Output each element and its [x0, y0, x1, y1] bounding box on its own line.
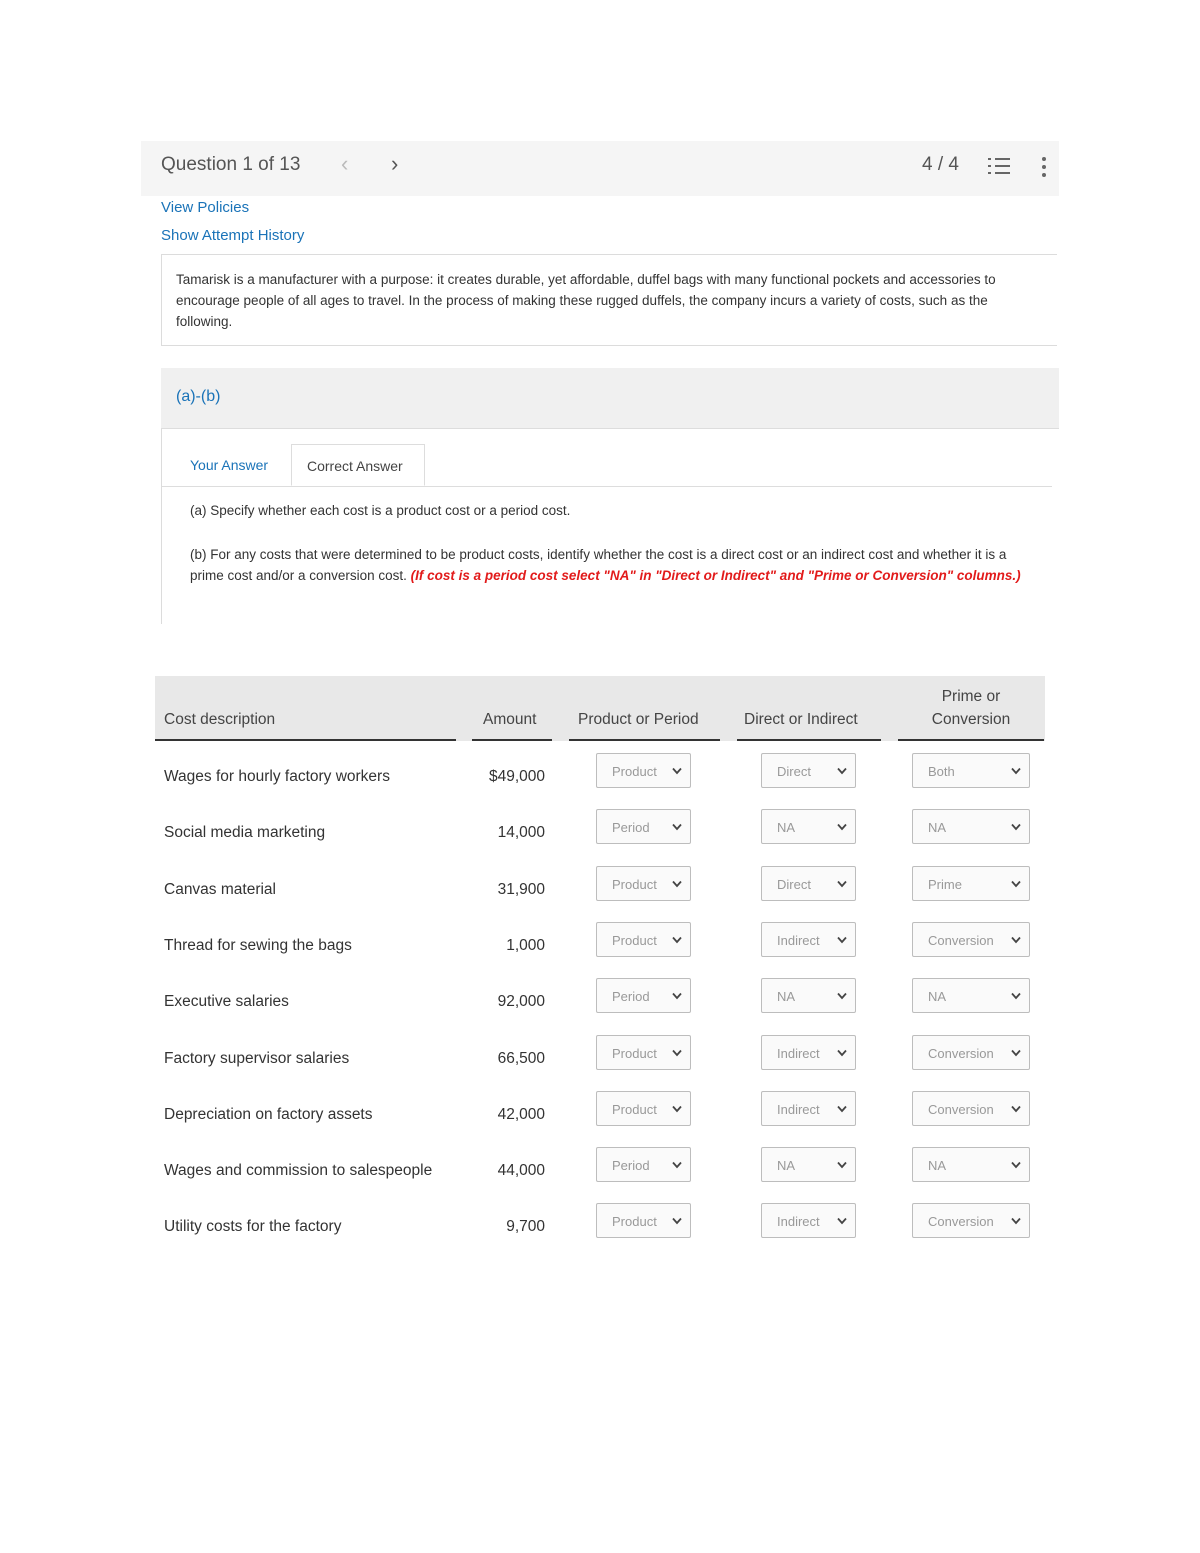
chevron-down-icon [1011, 823, 1021, 831]
header-product-or-period: Product or Period [578, 711, 699, 728]
table-row [155, 974, 1045, 1030]
direct-or-indirect-select[interactable] [761, 1203, 856, 1238]
chevron-down-icon [672, 1105, 682, 1113]
question-header-bar [141, 141, 1059, 196]
selected-value: Conversion [928, 1045, 994, 1061]
amount-cell: 44,000 [497, 1162, 545, 1180]
next-question-icon[interactable]: › [391, 151, 399, 176]
numbered-list-icon[interactable] [988, 156, 1010, 176]
direct-or-indirect-select[interactable] [761, 1035, 856, 1070]
direct-or-indirect-select[interactable] [761, 922, 856, 957]
chevron-down-icon [1011, 1049, 1021, 1057]
selected-value: Period [612, 1158, 650, 1174]
selected-value: Product [612, 1101, 657, 1117]
table-row [155, 805, 1045, 861]
header-underline [472, 739, 552, 741]
selected-value: Product [612, 1045, 657, 1061]
question-counter: Question 1 of 13 [161, 154, 301, 175]
table-row [155, 862, 1045, 918]
amount-cell: 31,900 [497, 880, 545, 898]
prime-or-conversion-select[interactable] [912, 809, 1030, 844]
chevron-down-icon [837, 1105, 847, 1113]
selected-value: Product [612, 764, 657, 779]
chevron-down-icon [1011, 1161, 1021, 1169]
chevron-down-icon [837, 767, 847, 775]
cost-description-cell: Depreciation on factory assets [164, 1105, 373, 1123]
header-prime-or-conversion-line1: Prime or [941, 688, 1001, 705]
chevron-down-icon [672, 1049, 682, 1057]
score-display: 4 / 4 [922, 154, 959, 175]
prime-or-conversion-select[interactable] [912, 978, 1030, 1013]
amount-cell: 1,000 [506, 936, 545, 954]
selected-value: Period [612, 989, 650, 1005]
cost-description-cell: Canvas material [164, 880, 276, 898]
chevron-down-icon [837, 880, 847, 888]
cost-description-cell: Social media marketing [164, 824, 326, 842]
instruction-b [190, 544, 1030, 586]
table-row [155, 918, 1045, 974]
direct-or-indirect-select[interactable] [761, 753, 856, 788]
chevron-down-icon [1011, 1105, 1021, 1113]
amount-cell: 42,000 [497, 1105, 545, 1123]
product-or-period-select[interactable] [596, 978, 691, 1013]
chevron-down-icon [837, 1217, 847, 1225]
cost-description-cell: Utility costs for the factory [164, 1218, 342, 1236]
part-body [161, 429, 1059, 624]
selected-value: Product [612, 1214, 657, 1230]
part-header [161, 368, 1059, 429]
amount-cell: 14,000 [497, 824, 545, 842]
part-label: (a)-(b) [176, 388, 221, 405]
selected-value: Conversion [928, 932, 994, 948]
chevron-down-icon [1011, 992, 1021, 1000]
direct-or-indirect-select[interactable] [761, 866, 856, 901]
selected-value: NA [777, 820, 796, 836]
selected-value: Direct [777, 876, 811, 892]
amount-cell: $49,000 [488, 768, 545, 785]
amount-cell: 66,500 [497, 1049, 545, 1067]
chevron-down-icon [672, 992, 682, 1000]
cost-description-cell: Factory supervisor salaries [164, 1049, 350, 1067]
selected-value: NA [928, 820, 947, 836]
chevron-down-icon [837, 823, 847, 831]
question-panel [141, 141, 1059, 624]
selected-value: NA [777, 989, 796, 1005]
selected-value: Direct [777, 764, 811, 779]
selected-value: Both [928, 764, 955, 779]
direct-or-indirect-select[interactable] [761, 978, 856, 1013]
prime-or-conversion-select[interactable] [912, 1203, 1030, 1238]
selected-value: Conversion [928, 1101, 994, 1117]
selected-value: Indirect [777, 1045, 820, 1061]
instruction-a: (a) Specify whether each cost is a product cost or a period cost. [190, 503, 571, 518]
header-cost-description: Cost description [164, 711, 276, 728]
chevron-down-icon [672, 823, 682, 831]
header-underline [155, 739, 456, 741]
selected-value: Indirect [777, 932, 820, 948]
selected-value: NA [928, 1158, 947, 1174]
table-row [155, 749, 1045, 805]
chevron-down-icon [837, 936, 847, 944]
answer-tabs [162, 444, 1052, 487]
chevron-down-icon [672, 1217, 682, 1225]
tab-correct-answer[interactable]: Correct Answer [291, 444, 425, 486]
direct-or-indirect-select[interactable] [761, 1147, 856, 1182]
direct-or-indirect-select[interactable] [761, 1091, 856, 1126]
prime-or-conversion-select[interactable] [912, 753, 1030, 788]
previous-question-icon[interactable]: ‹ [341, 151, 349, 176]
selected-value: Prime [928, 876, 962, 892]
header-prime-or-conversion-line2: Conversion [931, 711, 1011, 728]
chevron-down-icon [1011, 880, 1021, 888]
chevron-down-icon [1011, 1217, 1021, 1225]
table-row [155, 1031, 1045, 1087]
instruction-b-note: (If cost is a period cost select "NA" in "Direct or Indirect" and "Prime or Conversion" columns.) [410, 568, 1021, 583]
chevron-down-icon [672, 936, 682, 944]
chevron-down-icon [672, 880, 682, 888]
header-underline [737, 739, 881, 741]
table-row [155, 1087, 1045, 1143]
prime-or-conversion-select[interactable] [912, 922, 1030, 957]
header-direct-or-indirect: Direct or Indirect [744, 711, 858, 728]
prime-or-conversion-select[interactable] [912, 866, 1030, 901]
table-row [155, 1199, 1045, 1255]
header-underline [569, 739, 720, 741]
prime-or-conversion-select[interactable] [912, 1147, 1030, 1182]
cost-description-cell: Thread for sewing the bags [164, 936, 352, 954]
selected-value: Conversion [928, 1214, 994, 1230]
cost-description-cell: Executive salaries [164, 993, 289, 1011]
chevron-down-icon [837, 1161, 847, 1169]
table-row [155, 1143, 1045, 1199]
chevron-down-icon [1011, 936, 1021, 944]
selected-value: NA [928, 989, 947, 1005]
direct-or-indirect-select[interactable] [761, 809, 856, 844]
prime-or-conversion-select[interactable] [912, 1035, 1030, 1070]
selected-value: Product [612, 932, 657, 948]
selected-value: Period [612, 820, 650, 836]
product-or-period-select[interactable] [596, 1091, 691, 1126]
cost-description-cell: Wages for hourly factory workers [164, 768, 390, 785]
cost-description-cell: Wages and commission to salespeople [164, 1162, 433, 1180]
amount-cell: 9,700 [506, 1218, 545, 1236]
chevron-down-icon [837, 992, 847, 1000]
instruction-b-text: (b) For any costs that were determined to be product costs, identify whether the cost is a direct cost or an indirect cost and whether it is a prime cost and/or a conversion cost. [190, 547, 1007, 583]
chevron-down-icon [672, 1161, 682, 1169]
product-or-period-select[interactable] [596, 1035, 691, 1070]
table-header [155, 676, 1045, 741]
tab-your-answer[interactable]: Your Answer [190, 457, 269, 473]
show-attempt-history-link[interactable]: Show Attempt History [161, 227, 305, 244]
view-policies-link[interactable]: View Policies [161, 199, 250, 216]
chevron-down-icon [1011, 767, 1021, 775]
product-or-period-select[interactable] [596, 809, 691, 844]
more-vertical-icon[interactable] [1040, 156, 1048, 178]
product-or-period-select[interactable] [596, 753, 691, 788]
product-or-period-select[interactable] [596, 1147, 691, 1182]
product-or-period-select[interactable] [596, 866, 691, 901]
selected-value: Indirect [777, 1214, 820, 1230]
selected-value: NA [777, 1158, 796, 1174]
product-or-period-select[interactable] [596, 1203, 691, 1238]
selected-value: Indirect [777, 1101, 820, 1117]
prime-or-conversion-select[interactable] [912, 1091, 1030, 1126]
header-underline [898, 739, 1044, 741]
header-amount: Amount [483, 711, 537, 728]
question-prompt: Tamarisk is a manufacturer with a purpose: it creates durable, yet affordable, duffel bags with many functional pockets and accessories to encourage people of all ages to travel. In the process of making these rugged duffels, the company incurs a variety of costs, such as the following. [161, 254, 1057, 346]
chevron-down-icon [672, 767, 682, 775]
selected-value: Product [612, 876, 657, 892]
chevron-down-icon [837, 1049, 847, 1057]
amount-cell: 92,000 [497, 993, 545, 1011]
product-or-period-select[interactable] [596, 922, 691, 957]
